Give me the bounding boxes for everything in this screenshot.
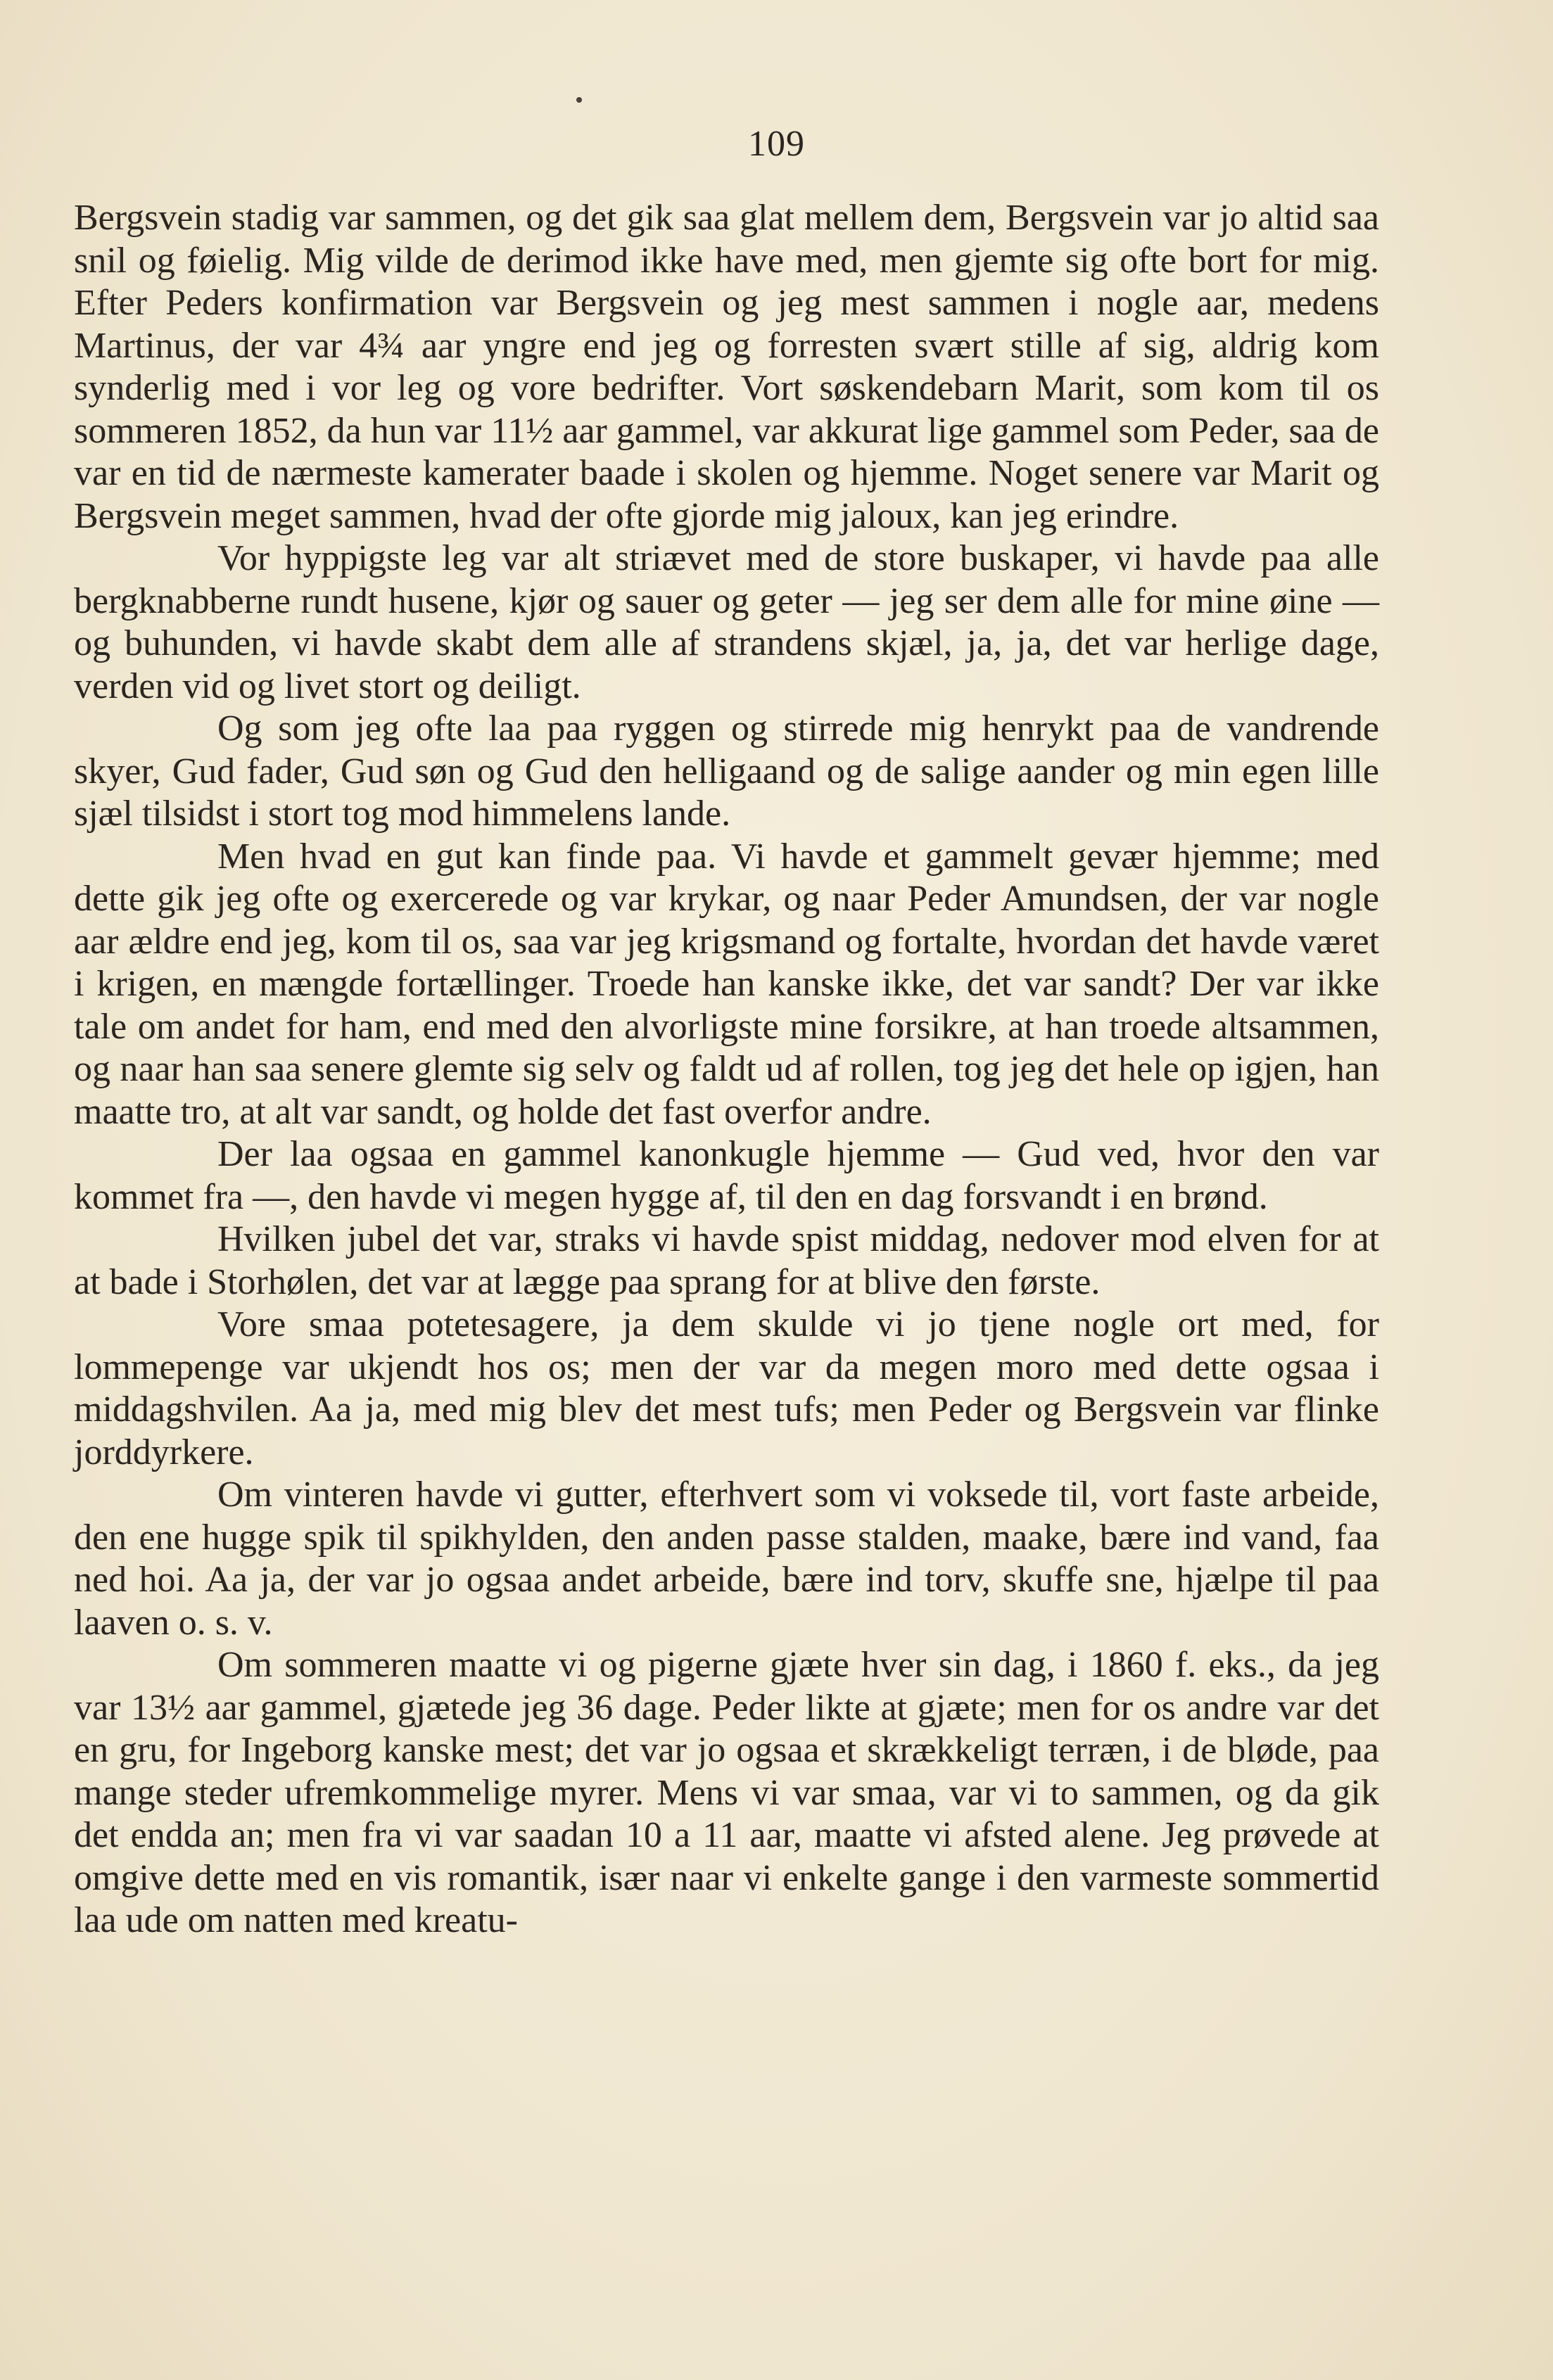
paragraph-6: Hvilken jubel det var, straks vi havde spist middag, nedover mod elven for at at bade i Storhølen, det var at lægge paa sprang for at blive den første. <box>74 1219 1379 1302</box>
paragraph-7: Vore smaa potetesagere, ja dem skulde vi jo tjene nogle ort med, for lommepenge var ukjendt hos os; men der var da megen moro med dette ogsaa i middagshvilen. Aa ja, med mig blev det mest tufs; men Peder og Bergsvein var flinke jorddyrkere. <box>74 1304 1379 1472</box>
paragraph-9: Om sommeren maatte vi og pigerne gjæte hver sin dag, i 1860 f. eks., da jeg var 13½ aar gammel, gjætede jeg 36 dage. Peder likte at gjæte; men for os andre var det en gru, for Ingeborg kanske mest; det var jo ogsaa et skrækkeligt terræn, i de bløde, paa mange steder ufremkommelige myrer. Mens vi var smaa, var vi to sammen, og da gik det endda an; men fra vi var saadan 10 a 11 aar, maatte vi afsted alene. Jeg prøvede at omgive dette med en vis romantik, især naar vi enkelte gange i den varmeste sommertid laa ude om natten med kreatu- <box>74 1645 1379 1940</box>
page-number: 109 <box>748 124 805 164</box>
paragraph-8: Om vinteren havde vi gutter, efterhvert som vi voksede til, vort faste arbeide, den ene hugge spik til spikhylden, den anden passe stalden, maake, bære ind vand, faa ned hoi. Aa ja, der var jo ogsaa andet arbeide, bære ind torv, skuffe sne, hjælpe til paa laaven o. s. v. <box>74 1475 1379 1643</box>
paragraph-2: Vor hyppigste leg var alt striævet med de store buskaper, vi havde paa alle bergknabberne rundt husene, kjør og sauer og geter — jeg ser dem alle for mine øine — og buhunden, vi havde skabt dem alle af strandens skjæl, ja, ja, det var herlige dage, verden vid og livet stort og deiligt. <box>74 538 1379 706</box>
paragraph-4: Men hvad en gut kan finde paa. Vi havde et gammelt gevær hjemme; med dette gik jeg ofte og exercerede og var krykar, og naar Peder Amundsen, der var nogle aar ældre end jeg, kom til os, saa var jeg krigsmand og fortalte, hvordan det havde været i krigen, en mængde fortællinger. Troede han kanske ikke, det var sandt? Der var ikke tale om andet for ham, end med den alvorligste mine forsikre, at han troede altsammen, og naar han saa senere glemte sig selv og faldt ud af rollen, tog jeg det hele op igjen, han maatte tro, at alt var sandt, og holde det fast overfor andre. <box>74 836 1379 1132</box>
paragraph-1: Bergsvein stadig var sammen, og det gik saa glat mellem dem, Bergsvein var jo altid saa snil og føielig. Mig vilde de derimod ikke have med, men gjemte sig ofte bort for mig. Efter Peders konfirmation var Bergsvein og jeg mest sammen i nogle aar, medens Martinus, der var 4¾ aar yngre end jeg og forresten svært stille af sig, aldrig kom synderlig med i vor leg og vore bedrifter. Vort søskendebarn Marit, som kom til os sommeren 1852, da hun var 11½ aar gammel, var akkurat lige gammel som Peder, saa de var en tid de nærmeste kamerater baade i skolen og hjemme. Noget senere var Marit og Bergsvein meget sammen, hvad der ofte gjorde mig jaloux, kan jeg erindre. <box>74 198 1379 536</box>
ink-dot <box>576 97 582 103</box>
paragraph-5: Der laa ogsaa en gammel kanonkugle hjemme — Gud ved, hvor den var kommet fra —, den havde vi megen hygge af, til den en dag forsvandt i en brønd. <box>74 1134 1379 1217</box>
body-text <box>74 197 1379 1942</box>
paragraph-3: Og som jeg ofte laa paa ryggen og stirrede mig henrykt paa de vandrende skyer, Gud fader, Gud søn og Gud den helligaand og de salige aander og min egen lille sjæl tilsidst i stort tog mod himmelens lande. <box>74 708 1379 834</box>
